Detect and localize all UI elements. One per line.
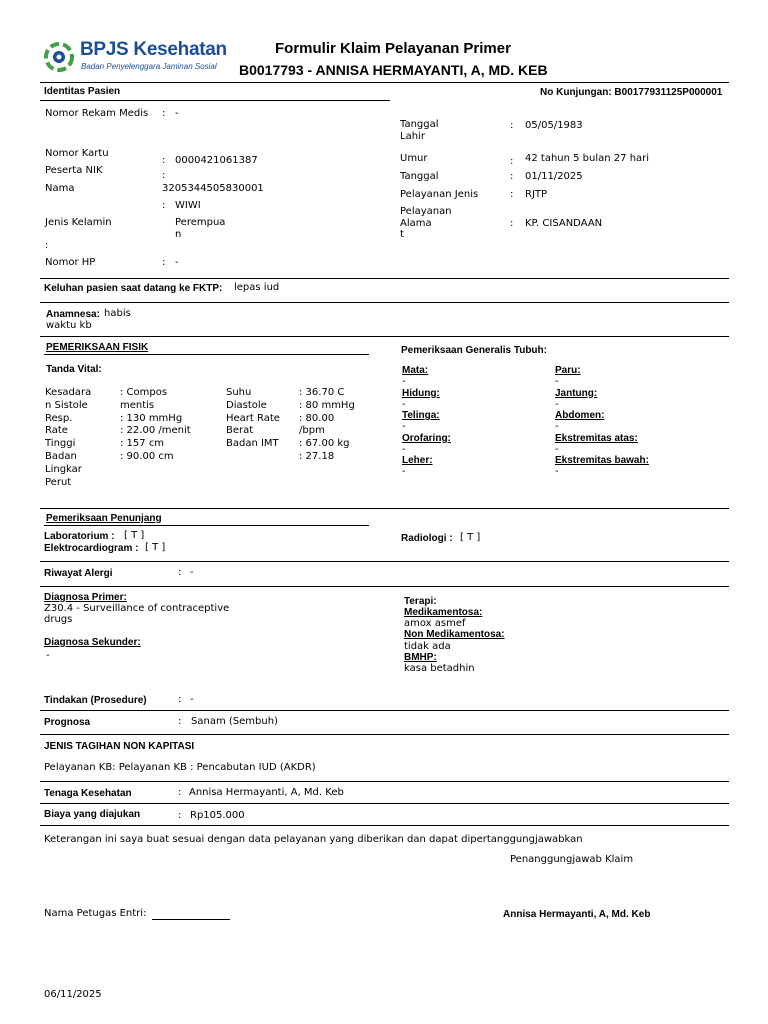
divider <box>40 302 729 303</box>
tenaga-value: Annisa Hermayanti, A, Md. Keb <box>189 787 344 798</box>
tgl-lahir-label-cont: Lahir <box>400 131 425 142</box>
hp-value: - <box>175 257 179 268</box>
divider <box>40 781 729 782</box>
vital-value: /bpm <box>299 425 325 437</box>
medikamentosa-label: Medikamentosa: <box>404 607 483 618</box>
jk-value-cont: n <box>175 229 182 240</box>
divider <box>40 336 729 337</box>
nik-label: Peserta NIK <box>45 165 103 176</box>
alergi-value: - <box>190 567 194 578</box>
vital-value: : 130 mmHg <box>120 412 183 424</box>
vital-label: Rate <box>45 425 68 437</box>
vital-label: Suhu <box>226 387 252 398</box>
alamat-label-cont: Alama <box>400 218 432 229</box>
generalis-label: Ekstremitas bawah: <box>555 455 649 466</box>
tindakan-value: - <box>190 694 194 705</box>
umur-value: 42 tahun 5 bulan 27 hari <box>525 153 650 164</box>
tenaga-sep: : <box>178 787 182 798</box>
lab-value: [ T ] <box>124 530 145 541</box>
generalis-label: Abdomen: <box>555 410 605 421</box>
generalis-label: Orofaring: <box>402 432 451 444</box>
bmhp-value: kasa betadhin <box>404 663 475 674</box>
bpjs-logo <box>44 39 227 74</box>
alergi-label: Riwayat Alergi <box>44 568 113 579</box>
non-medikamentosa-value: tidak ada <box>404 641 451 652</box>
tindakan-sep: : <box>178 694 182 705</box>
tindakan-label: Tindakan (Prosedure) <box>44 695 147 706</box>
divider <box>40 734 729 735</box>
no-kunjungan: No Kunjungan: B00177931125P000001 <box>540 87 723 98</box>
tanggal-value: 01/11/2025 <box>525 171 583 182</box>
form-subtitle: B0017793 - ANNISA HERMAYANTI, A, MD. KEB <box>239 62 548 78</box>
generalis-value: - <box>402 421 406 432</box>
generalis-value: - <box>402 443 406 455</box>
tgl-lahir-label: Tanggal <box>400 119 439 130</box>
tanggal-sep: : <box>510 171 514 182</box>
vital-label: Heart Rate <box>226 412 280 424</box>
anamnesa-value-cont: waktu kb <box>46 320 92 331</box>
form-title: Formulir Klaim Pelayanan Primer <box>275 40 511 57</box>
divider <box>40 278 729 279</box>
rm-sep: : <box>162 108 166 119</box>
divider <box>40 508 729 509</box>
vital-label: Badan IMT <box>226 438 279 450</box>
vital-label: Diastole <box>226 399 267 411</box>
vital-label: Berat <box>226 425 254 437</box>
terapi-label: Terapi: <box>404 596 437 607</box>
generalis-value: - <box>402 376 406 387</box>
kartu-label: Nomor Kartu <box>45 148 109 159</box>
divider <box>44 525 369 526</box>
anamnesa-label: Anamnesa: <box>46 309 100 320</box>
rm-value: - <box>175 108 179 119</box>
generalis-label: Leher: <box>402 455 433 466</box>
generalis-right <box>555 365 649 478</box>
vital-label: Kesadara <box>45 387 92 398</box>
vital-value: : 67.00 kg <box>299 438 350 450</box>
logo-brand-text: BPJS Kesehatan <box>80 39 227 60</box>
diagnosa-primer-label: Diagnosa Primer: <box>44 592 127 603</box>
radiologi-label: Radiologi : <box>401 533 453 544</box>
generalis-label: Paru: <box>555 365 581 376</box>
vital-label: Perut <box>45 476 72 488</box>
keterangan: Keterangan ini saya buat sesuai dengan data pelayanan yang diberikan dan dapat dipertanggungjawabkan <box>44 834 583 845</box>
nik-value: 3205344505830001 <box>162 183 264 194</box>
pelayanan-sep: : <box>510 189 514 200</box>
signer-name: Annisa Hermayanti, A, Md. Keb <box>503 909 651 920</box>
prognosa-value: Sanam (Sembuh) <box>191 716 278 727</box>
kartu-sep: : <box>162 155 166 166</box>
non-medikamentosa-label: Non Medikamentosa: <box>404 629 505 640</box>
alamat-sep: : <box>510 218 514 229</box>
pelayanan-label: Pelayanan Jenis <box>400 189 479 200</box>
vital-value: : 36.70 C <box>299 387 345 398</box>
diagnosa-primer-value: Z30.4 - Surveillance of contraceptive <box>44 603 230 614</box>
tgl-lahir-sep: : <box>510 120 514 131</box>
nama-label: Nama <box>45 183 75 194</box>
petugas-signature-line <box>152 919 230 920</box>
tagihan-heading: JENIS TAGIHAN NON KAPITASI <box>44 741 195 752</box>
vital-value: : 157 cm <box>120 438 165 450</box>
vital-col1-values <box>120 387 191 464</box>
tgl-lahir-value: 05/05/1983 <box>525 120 583 131</box>
jk-value: Perempua <box>175 217 226 228</box>
penunjang-heading: Pemeriksaan Penunjang <box>46 513 162 524</box>
generalis-left <box>402 365 451 478</box>
divider <box>40 710 729 711</box>
vital-label: Lingkar <box>45 463 82 475</box>
divider <box>40 803 729 804</box>
keluhan-label: Keluhan pasien saat datang ke FKTP: <box>44 283 223 294</box>
generalis-value: - <box>402 466 406 477</box>
vital-value: : 80 mmHg <box>299 399 355 411</box>
tanggal-label: Tanggal <box>400 171 439 182</box>
penanggung-label: Penanggungjawab Klaim <box>510 854 634 865</box>
print-date: 06/11/2025 <box>44 989 102 1000</box>
generalis-heading: Pemeriksaan Generalis Tubuh: <box>401 345 547 356</box>
generalis-value: - <box>555 376 559 387</box>
vital-label: n Sistole <box>45 399 88 411</box>
prognosa-label: Prognosa <box>44 717 91 728</box>
rm-label: Nomor Rekam Medis <box>45 108 149 119</box>
bpjs-logo-icon <box>44 41 74 73</box>
alamat-label: Pelayanan <box>400 206 452 217</box>
nama-value: WIWI <box>175 200 201 211</box>
vital-value: : Compos <box>120 387 168 398</box>
divider <box>44 354 369 355</box>
anamnesa-value: habis <box>104 308 131 319</box>
diagnosa-primer-value-cont: drugs <box>44 614 73 625</box>
umur-label: Umur <box>400 153 428 164</box>
diagnosa-sekunder-value: - <box>46 650 50 661</box>
vital-label: Badan <box>45 450 77 462</box>
vital-label: Tinggi <box>45 438 76 450</box>
vital-col2-labels <box>226 387 280 451</box>
jk-label: Jenis Kelamin <box>45 217 112 228</box>
divider <box>40 100 390 101</box>
pelayanan-value: RJTP <box>525 189 548 200</box>
divider <box>40 82 729 83</box>
tagihan-value: Pelayanan KB: Pelayanan KB : Pencabutan IUD (AKDR) <box>44 762 316 773</box>
logo-tagline: Badan Penyelenggara Jaminan Sosial <box>81 62 217 71</box>
vital-col1-labels <box>45 387 91 489</box>
diagnosa-sekunder-label: Diagnosa Sekunder: <box>44 637 141 648</box>
medikamentosa-value: amox asmef <box>404 618 466 629</box>
generalis-value: - <box>402 398 406 410</box>
vital-label: Resp. <box>45 412 73 424</box>
bmhp-label: BMHP: <box>404 652 437 663</box>
generalis-label: Ekstremitas atas: <box>555 432 638 444</box>
divider <box>40 586 729 587</box>
vital-value: : 27.18 <box>299 450 335 462</box>
generalis-label: Hidung: <box>402 387 440 399</box>
alamat-label-cont2: t <box>400 229 404 240</box>
umur-sep: : <box>510 156 514 167</box>
biaya-label: Biaya yang diajukan <box>44 809 141 820</box>
generalis-label: Jantung: <box>555 387 598 399</box>
divider <box>40 825 729 826</box>
nama-sep: : <box>162 200 166 211</box>
alamat-value: KP. CISANDAAN <box>525 218 603 229</box>
nik-sep: : <box>162 170 166 181</box>
ekg-label: Elektrocardiogram : <box>44 543 139 554</box>
ekg-value: [ T ] <box>145 542 166 553</box>
generalis-value: - <box>555 398 559 410</box>
vital-value: : 22.00 /menit <box>120 425 191 437</box>
alergi-sep: : <box>178 567 182 578</box>
vital-value: : 80.00 <box>299 412 335 424</box>
vital-value: mentis <box>120 399 155 411</box>
identitas-heading: Identitas Pasien <box>44 86 121 97</box>
generalis-value: - <box>555 421 559 432</box>
prognosa-sep: : <box>178 716 182 727</box>
kartu-value: 0000421061387 <box>175 155 258 166</box>
vital-value: : 90.00 cm <box>120 450 174 462</box>
hp-sep: : <box>162 257 166 268</box>
biaya-sep: : <box>178 810 182 821</box>
generalis-value: - <box>555 466 559 477</box>
keluhan-value: lepas iud <box>234 282 280 293</box>
divider <box>40 561 729 562</box>
generalis-label: Telinga: <box>402 410 440 421</box>
biaya-value: Rp105.000 <box>190 810 245 821</box>
generalis-label: Mata: <box>402 365 429 376</box>
tanda-vital: Tanda Vital: <box>46 364 102 375</box>
generalis-value: - <box>555 443 559 455</box>
radiologi-value: [ T ] <box>460 532 481 543</box>
pemeriksaan-heading: PEMERIKSAAN FISIK <box>46 342 149 353</box>
tenaga-label: Tenaga Kesehatan <box>44 788 132 799</box>
hp-label: Nomor HP <box>45 257 96 268</box>
jk-sep: : <box>45 240 49 251</box>
lab-label: Laboratorium : <box>44 531 115 542</box>
vital-col2-values <box>299 387 355 464</box>
petugas-label: Nama Petugas Entri: <box>44 908 147 919</box>
